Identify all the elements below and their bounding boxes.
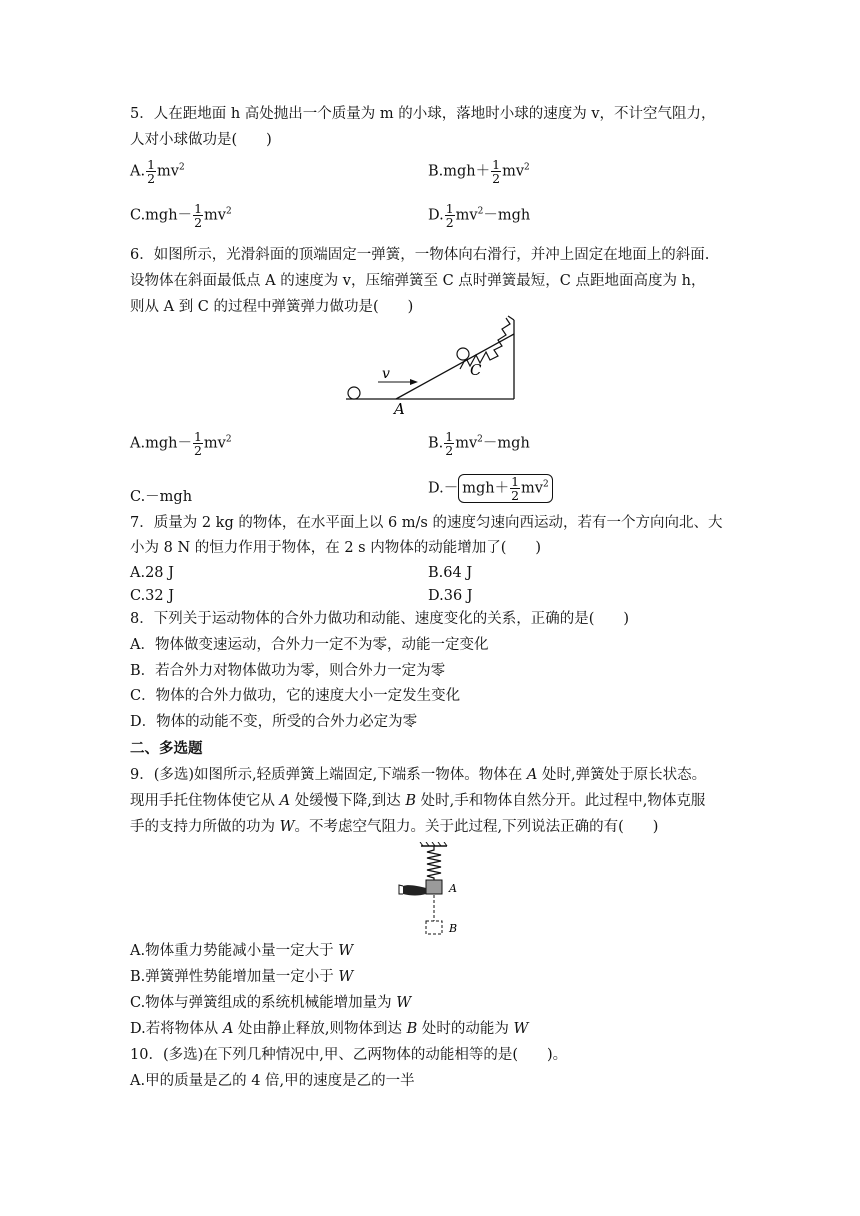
var-w: W xyxy=(279,819,295,835)
fraction xyxy=(146,158,156,185)
var-a: A xyxy=(222,1021,234,1037)
velocity-label: v xyxy=(382,366,390,382)
mv-term: mv xyxy=(455,435,478,452)
text-segment: 手的支持力所做的功为 xyxy=(130,819,280,835)
block-at-b xyxy=(426,921,442,934)
q8-option-c[interactable]: C．物体的合外力做功，它的速度大小一定发生变化 xyxy=(130,688,461,704)
ball-at-c xyxy=(457,348,469,360)
q6-stem-line1: 6．如图所示，光滑斜面的顶端固定一弹簧，一物体向右滑行，并冲上固定在地面上的斜面. xyxy=(130,247,710,263)
q9-option-d[interactable] xyxy=(130,1020,528,1038)
point-a-label: A xyxy=(449,882,457,895)
velocity-arrow-head xyxy=(410,379,418,385)
q7-option-a[interactable]: A.28 J xyxy=(130,565,174,581)
square-exponent: 2 xyxy=(524,162,530,173)
fraction-numerator: 1 xyxy=(147,157,156,172)
q6-option-b-label: B. xyxy=(428,435,444,452)
mgh-term: mgh＋ xyxy=(462,480,510,497)
text-segment: 。不考虑空气阻力。关于此过程,下列说法正确的有( ) xyxy=(294,819,659,835)
fraction-denominator: 2 xyxy=(492,171,501,186)
q5-option-b[interactable] xyxy=(428,158,530,185)
square-exponent: 2 xyxy=(225,206,232,217)
fraction-denominator: 2 xyxy=(147,171,156,186)
fraction xyxy=(193,202,203,229)
spring-mount xyxy=(508,316,514,320)
q7-option-b[interactable]: B.64 J xyxy=(428,565,473,581)
incline-slope xyxy=(396,334,514,399)
q5-option-a[interactable] xyxy=(130,158,185,185)
fraction-denominator: 2 xyxy=(194,215,203,230)
point-c-label: C xyxy=(470,361,482,379)
q10-stem: 10．(多选)在下列几种情况中,甲、乙两物体的动能相等的是( )。 xyxy=(130,1047,568,1063)
text-segment: 9．(多选)如图所示,轻质弹簧上端固定,下端系一物体。物体在 xyxy=(130,767,527,783)
square-exponent: 2 xyxy=(543,479,549,490)
hanging-spring-figure xyxy=(395,842,475,938)
q9-option-a[interactable] xyxy=(130,942,353,960)
q6-option-c[interactable]: C.－mgh xyxy=(130,489,193,505)
var-w: W xyxy=(338,943,354,959)
point-a-label: A xyxy=(394,400,405,418)
mgh-term: －mgh xyxy=(483,207,531,224)
mv-term: mv xyxy=(204,207,226,224)
fraction xyxy=(491,158,501,185)
q6-option-d[interactable] xyxy=(428,474,553,503)
q5-option-d-label: D. xyxy=(428,207,444,224)
option-text: B.弹簧弹性势能增加量一定小于 xyxy=(130,969,339,985)
fraction-numerator: 1 xyxy=(445,201,454,216)
q6-stem-line2: 设物体在斜面最低点 A 的速度为 v，压缩弹簧至 C 点时弹簧最短，C 点距地面高度为 h， xyxy=(130,273,706,289)
mv-term: mv xyxy=(455,207,478,224)
q7-option-d[interactable]: D.36 J xyxy=(428,588,473,604)
mv-term: mv xyxy=(203,435,226,452)
ball-moving xyxy=(348,387,360,399)
square-exponent: 2 xyxy=(179,162,185,173)
q5-option-d[interactable] xyxy=(428,202,530,229)
q5-option-c-label: C.mgh－ xyxy=(130,207,193,224)
text-segment: 处时,弹簧处于原长状态。 xyxy=(537,767,707,783)
q7-stem-line2: 小为 8 N 的恒力作用于物体，在 2 s 内物体的动能增加了( ) xyxy=(130,540,542,556)
spring-coil xyxy=(460,318,510,369)
q7-option-c[interactable]: C.32 J xyxy=(130,588,175,604)
q5-option-c[interactable] xyxy=(130,202,232,229)
fraction-numerator: 1 xyxy=(193,429,202,444)
text-segment: 处时,手和物体自然分开。此过程中,物体克服 xyxy=(416,793,706,809)
spring-coil xyxy=(427,846,441,880)
var-b: B xyxy=(406,1021,418,1037)
q9-option-b[interactable] xyxy=(130,968,353,986)
fraction xyxy=(445,202,455,229)
q5-option-b-label: B.mgh＋ xyxy=(428,163,491,180)
option-text: C.物体与弹簧组成的系统机械能增加量为 xyxy=(130,995,397,1011)
fraction xyxy=(510,475,520,502)
option-text: 处时的动能为 xyxy=(417,1021,514,1037)
mv-term: mv xyxy=(502,163,525,180)
incline-spring-figure xyxy=(340,310,530,420)
var-a: A xyxy=(526,767,538,783)
var-w: W xyxy=(513,1021,529,1037)
square-exponent: 2 xyxy=(477,434,483,445)
fraction-denominator: 2 xyxy=(445,215,454,230)
q8-option-a[interactable]: A．物体做变速运动，合外力一定不为零，动能一定变化 xyxy=(130,637,489,653)
fraction xyxy=(444,430,454,457)
square-exponent: 2 xyxy=(477,206,484,217)
q5-option-a-label: A. xyxy=(130,163,146,180)
text-segment: 现用手托住物体使它从 xyxy=(130,793,280,809)
q8-stem: 8．下列关于运动物体的合外力做功和动能、速度变化的关系，正确的是( ) xyxy=(130,611,630,627)
bracket-expression xyxy=(458,474,553,503)
point-b-label: B xyxy=(449,922,458,935)
q6-option-d-label: D.－ xyxy=(428,480,459,497)
fraction-denominator: 2 xyxy=(445,443,454,458)
option-text: D.若将物体从 xyxy=(130,1021,223,1037)
fraction-numerator: 1 xyxy=(445,429,454,444)
q9-option-c[interactable] xyxy=(130,994,411,1012)
var-w: W xyxy=(338,969,354,985)
q5-stem-line2: 人对小球做功是( ) xyxy=(130,132,272,148)
mgh-term: －mgh xyxy=(482,435,530,452)
q6-option-b[interactable] xyxy=(428,430,530,457)
q6-option-a-label: A.mgh－ xyxy=(130,435,192,452)
q10-option-a[interactable]: A.甲的质量是乙的 4 倍,甲的速度是乙的一半 xyxy=(130,1073,415,1089)
fraction-denominator: 2 xyxy=(511,488,520,503)
block xyxy=(426,880,442,894)
fraction-denominator: 2 xyxy=(193,443,202,458)
q9-stem-line3 xyxy=(130,818,658,836)
fraction xyxy=(193,430,203,457)
text-segment: 处缓慢下降,到达 xyxy=(290,793,406,809)
q6-option-a[interactable] xyxy=(130,430,232,457)
q6-stem-line3: 则从 A 到 C 的过程中弹簧弹力做功是( ) xyxy=(130,299,414,315)
section-heading-multiple-choice: 二、多选题 xyxy=(130,741,203,757)
hand-shape xyxy=(403,885,426,895)
square-exponent: 2 xyxy=(225,434,232,445)
fraction-numerator: 1 xyxy=(492,157,501,172)
var-w: W xyxy=(396,995,412,1011)
q8-option-b[interactable]: B．若合外力对物体做功为零，则合外力一定为零 xyxy=(130,663,446,679)
fraction-numerator: 1 xyxy=(511,474,520,489)
mv-term: mv xyxy=(157,163,179,180)
q7-stem-line1: 7．质量为 2 kg 的物体，在水平面上以 6 m/s 的速度匀速向西运动，若有一个方向向北、大 xyxy=(130,515,723,531)
option-text: A.物体重力势能减小量一定大于 xyxy=(130,943,339,959)
q9-stem-line1 xyxy=(130,766,706,784)
q5-stem-line1: 5．人在距地面 h 高处抛出一个质量为 m 的小球，落地时小球的速度为 v，不计空气阻力， xyxy=(130,106,716,122)
hand-cuff xyxy=(399,885,403,894)
q9-stem-line2 xyxy=(130,792,705,810)
q8-option-d[interactable]: D．物体的动能不变，所受的合外力必定为零 xyxy=(130,714,418,730)
option-text: 处由静止释放,则物体到达 xyxy=(233,1021,407,1037)
fraction-numerator: 1 xyxy=(194,201,203,216)
var-a: A xyxy=(279,793,291,809)
mv-term: mv xyxy=(521,480,543,497)
var-b: B xyxy=(405,793,417,809)
